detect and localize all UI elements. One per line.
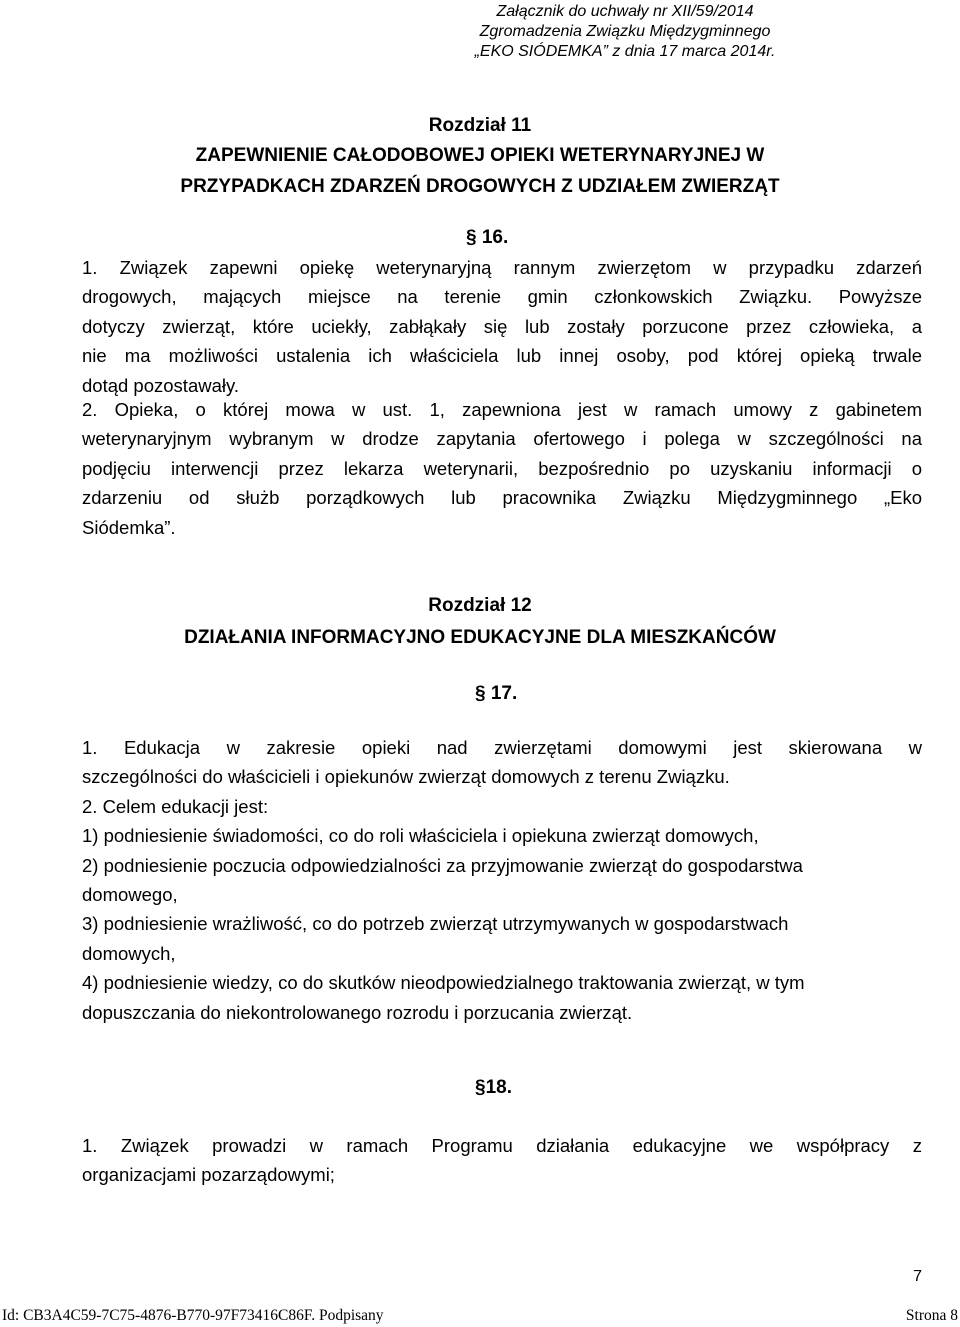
attachment-header — [415, 2, 835, 62]
chapter-12-heading — [0, 592, 960, 652]
text-line: organizacjami pozarządowymi; — [82, 1164, 335, 1186]
header-line-1: Załącznik do uchwały nr XII/59/2014 — [496, 3, 754, 20]
text-line: domowych, — [82, 942, 176, 964]
section-17-body — [82, 733, 922, 1027]
chapter-11-title: Rozdział 11 — [428, 115, 532, 136]
text-line: podjęciu interwencji przez lekarza weterynarii, bezpośrednio po uzyskaniu informacji o — [82, 457, 922, 479]
header-line-2: Zgromadzenia Związku Międzygminnego — [479, 23, 771, 40]
document-footer — [0, 1303, 960, 1327]
text-line: 1. Związek zapewni opiekę weterynaryjną rannym zwierzętom w przypadku zdarzeń — [82, 257, 922, 278]
text-line: 3) podniesienie wrażliwość, co do potrzeb zwierząt utrzymywanych w gospodarstwach — [82, 913, 789, 935]
text-line: 1) podniesienie świadomości, co do roli właściciela i opiekuna zwierząt domowych, — [82, 825, 759, 847]
section-17-mark: § 17. — [475, 683, 518, 704]
chapter-11-subtitle-line-2: PRZYPADKACH ZDARZEŃ DROGOWYCH Z UDZIAŁEM ZWIERZĄT — [180, 176, 780, 197]
text-line: weterynaryjnym wybranym w drodze zapytania ofertowego i polega w szczególności na — [82, 428, 922, 450]
text-line: zdarzeniu od służb porządkowych lub pracownika Związku Międzygminnego „Eko — [82, 487, 922, 509]
chapter-11-subtitle-line-1: ZAPEWNIENIE CAŁODOBOWEJ OPIEKI WETERYNARYJNEJ W — [195, 145, 765, 166]
chapter-12-title: Rozdział 12 — [428, 595, 532, 616]
text-line: dopuszczania do niekontrolowanego rozrodu i porzucania zwierząt. — [82, 1001, 633, 1023]
text-line: dotąd pozostawały. — [82, 374, 240, 396]
text-line: 1. Edukacja w zakresie opieki nad zwierzętami domowymi jest skierowana w — [82, 737, 922, 758]
text-line: nie ma możliwości ustalenia ich właściciela lub innej osoby, pod której opieką trwale — [82, 345, 922, 367]
section-18-mark: §18. — [475, 1077, 512, 1098]
footer-page-indicator: Strona 8 — [905, 1307, 958, 1324]
text-line: 2) podniesienie poczucia odpowiedzialności za przyjmowanie zwierząt do gospodarstwa — [82, 854, 803, 876]
chapter-12-subtitle: DZIAŁANIA INFORMACYJNO EDUKACYJNE DLA MIESZKAŃCÓW — [184, 627, 776, 648]
section-16-mark: § 16. — [466, 227, 509, 248]
text-line: szczególności do właścicieli i opiekunów zwierząt domowych z terenu Związku. — [82, 766, 730, 788]
chapter-11-heading — [0, 112, 960, 201]
text-line: 2. Opieka, o której mowa w ust. 1, zapewniona jest w ramach umowy z gabinetem — [82, 399, 922, 420]
page-number: 7 — [913, 1268, 922, 1285]
section-18-body — [82, 1131, 922, 1190]
text-line: drogowych, mających miejsce na terenie gmin członkowskich Związku. Powyższe — [82, 286, 922, 308]
text-line: Siódemka”. — [82, 516, 176, 538]
text-line: domowego, — [82, 884, 178, 906]
section-16-paragraph-1 — [82, 253, 922, 400]
section-16-paragraph-2 — [82, 395, 922, 542]
text-line: dotyczy zwierząt, które uciekły, zabłąkały się lub zostały porzucone przez człowieka, a — [82, 315, 922, 337]
header-line-3: „EKO SIÓDEMKA” z dnia 17 marca 2014r. — [474, 43, 776, 60]
document-id-signature: Id: CB3A4C59-7C75-4876-B770-97F73416C86F. Podpisany — [2, 1307, 384, 1324]
text-line: 2. Celem edukacji jest: — [82, 795, 269, 817]
text-line: 4) podniesienie wiedzy, co do skutków nieodpowiedzialnego traktowania zwierząt, w tym — [82, 972, 805, 994]
text-line: 1. Związek prowadzi w ramach Programu działania edukacyjne we współpracy z — [82, 1135, 922, 1156]
